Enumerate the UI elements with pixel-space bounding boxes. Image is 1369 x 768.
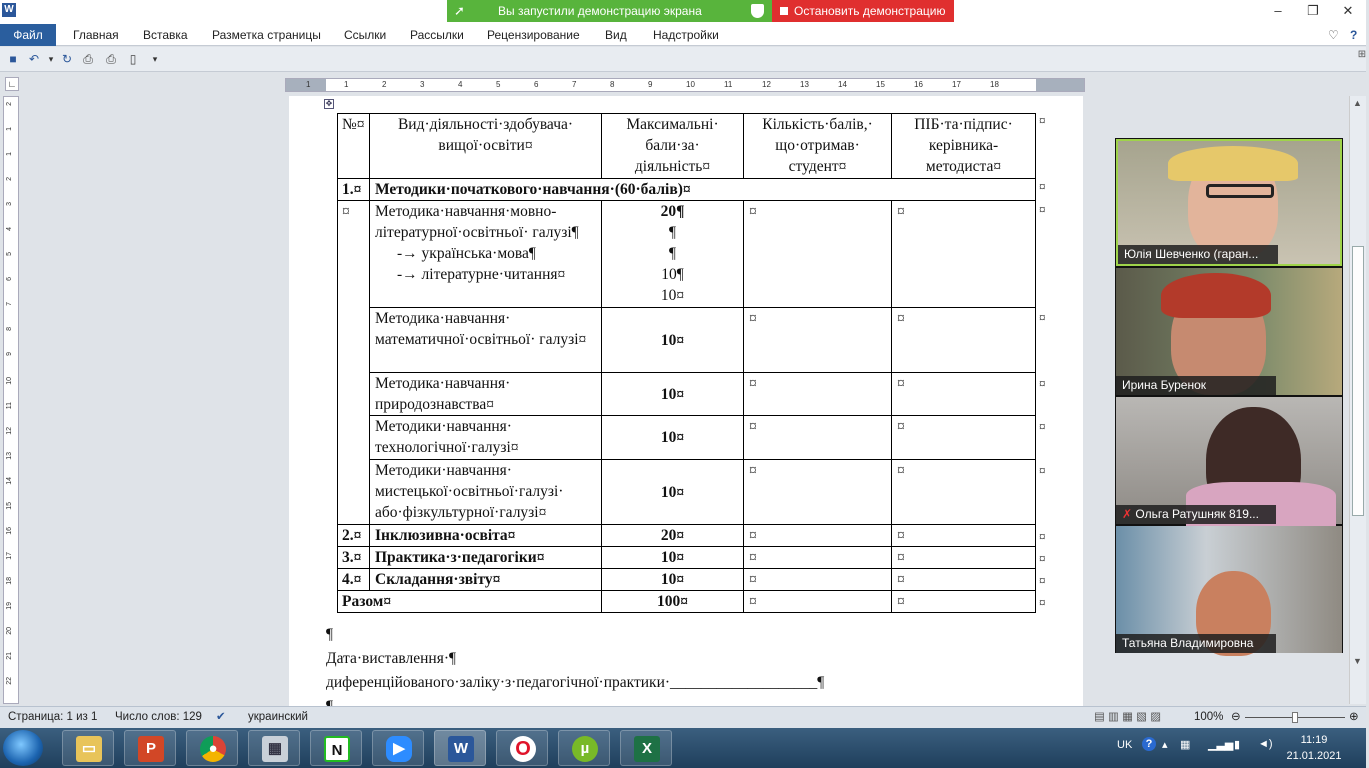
tab-insert[interactable]: Вставка [143,28,188,42]
row-end-mark: ¤ [1039,113,1046,128]
date-line-2: диференційованого·заліку·з·педагогічної·практики·___________________¶ [326,674,825,691]
sign-cell[interactable]: ¤ [892,591,1036,613]
language-status[interactable]: украинский [248,711,308,723]
received-cell[interactable]: ¤ [744,373,892,416]
ruler-number: 1 [306,80,311,89]
ruler-number: 18 [990,80,999,89]
row-end-mark: ¤ [1039,179,1046,194]
stop-icon [780,7,788,15]
row-points [602,201,744,308]
tray-expand-icon[interactable]: ▴ [1162,739,1168,751]
section3-title: Практика·з·педагогіки¤ [370,547,602,569]
row-activity-name: Методики·навчання· технологічної·галузі¤ [370,416,602,460]
ruler-number: 3 [6,202,13,206]
received-cell[interactable]: ¤ [744,569,892,591]
ruler-number: 2 [6,102,13,106]
screen-share-bar [447,0,954,22]
start-button[interactable] [3,730,43,766]
row-end-mark: ¤ [1039,376,1046,391]
signal-icon[interactable]: ▁▃▅ [1208,739,1234,751]
received-cell[interactable]: ¤ [744,591,892,613]
ruler-number: 17 [6,552,13,560]
row-activity-name [370,201,602,308]
tab-home[interactable]: Главная [73,28,119,42]
ruler-number: 6 [534,80,539,89]
sign-cell[interactable]: ¤ [892,201,1036,308]
minimize-button[interactable]: – [1274,3,1282,18]
ruler-number: 6 [6,277,13,281]
save-icon[interactable]: ■ [9,52,17,66]
ruler-number: 4 [6,227,13,231]
section-row [338,569,1036,591]
quick-access-toolbar [0,47,1366,72]
ruler-number: 15 [876,80,885,89]
tab-selector-icon[interactable]: ∟ [5,77,19,91]
header-max: Максимальні· бали·за· діяльність¤ [602,114,744,179]
taskbar-chrome[interactable] [186,730,238,766]
received-cell[interactable]: ¤ [744,201,892,308]
undo-icon[interactable]: ↶ [28,52,40,66]
zoom-slider-thumb[interactable] [1292,712,1298,723]
clock-time: 11:19 [1300,734,1328,746]
sign-cell[interactable]: ¤ [892,525,1036,547]
row-points: 10¤ [602,460,744,525]
status-bar [0,706,1366,728]
horizontal-ruler[interactable] [285,78,1085,92]
table-move-handle-icon[interactable]: ✥ [325,99,333,108]
word-count[interactable]: Число слов: 129 [115,711,202,723]
ruler-number: 20 [6,627,13,635]
tab-view[interactable]: Вид [605,28,627,42]
stop-share-label: Остановить демонстрацию [794,4,946,18]
sign-cell[interactable]: ¤ [892,547,1036,569]
sub2-name: -→ літературне·читання¤ [397,266,566,283]
ruler-number: 9 [6,352,13,356]
ruler-number: 1 [344,80,349,89]
ruler-number: 13 [800,80,809,89]
ruler-toggle-icon[interactable]: ⊞ [1357,49,1367,60]
tab-page-layout[interactable]: Разметка страницы [212,28,321,42]
calculator-icon: ▦ [262,736,288,762]
chrome-icon: ● [200,736,226,762]
section-row [338,179,1036,201]
taskbar-powerpoint[interactable] [124,730,176,766]
row-points: 10¤ [602,416,744,460]
row-end-mark: ¤ [1039,573,1046,588]
zoom-out-icon[interactable]: ⊖ [1231,711,1241,723]
help-icon[interactable]: ? [1350,28,1358,42]
received-cell[interactable]: ¤ [744,547,892,569]
page-count[interactable]: Страница: 1 из 1 [8,711,98,723]
sub2-points: 10¤ [660,287,685,304]
row-end-mark: ¤ [1039,463,1046,478]
participant-name: ✗ Ольга Ратушняк 819... [1116,505,1276,524]
ruler-number: 8 [610,80,615,89]
row-points: 10¤ [602,373,744,416]
zoom-slider[interactable] [1245,717,1345,718]
tab-review[interactable]: Рецензирование [487,28,580,42]
taskbar-excel[interactable] [620,730,672,766]
sub1-name: -→ українська·мова¶ [397,245,536,262]
row-end-mark: ¤ [1039,310,1046,325]
ruler-number: 7 [6,302,13,306]
print-preview-icon[interactable]: ⎙ [83,52,93,66]
ruler-number: 13 [6,452,13,460]
ruler-number: 1 [6,127,13,131]
ruler-number: 8 [6,327,13,331]
taskbar-word[interactable] [434,730,486,766]
zoom-icon: ▶ [386,736,412,762]
new-document-icon[interactable]: ▯ [129,52,137,66]
row1-name: Методика·навчання·мовно- літературної·освітньої· галузі¶ [375,203,579,241]
table-row [338,416,1036,460]
language-indicator[interactable]: UK [1117,739,1133,751]
network-icon[interactable]: ▦ [1180,739,1191,751]
powerpoint-icon: P [138,736,164,762]
participant-name: Татьяна Владимировна [1116,634,1276,653]
windows-taskbar [0,728,1366,768]
taskbar-explorer[interactable] [62,730,114,766]
total-label: Разом¤ [338,591,602,613]
volume-icon[interactable]: ◄) [1258,738,1273,750]
zoom-level[interactable]: 100% [1194,711,1224,723]
participant-tile[interactable] [1116,526,1342,653]
ruler-area [0,73,1366,95]
total-points: 100¤ [602,591,744,613]
taskbar-utorrent[interactable] [558,730,610,766]
section1-num: 1.¤ [338,179,370,201]
sign-cell[interactable]: ¤ [892,308,1036,373]
customize-toolbar-icon[interactable]: ▾ [152,54,158,64]
tab-mailings[interactable]: Рассылки [410,28,464,42]
ruler-number: 3 [420,80,425,89]
notepadpp-icon: N [324,736,350,762]
participant-name: Юлія Шевченко (гаран... [1118,245,1278,264]
row-points: 10¤ [602,308,744,373]
sign-cell[interactable]: ¤ [892,416,1036,460]
undo-dropdown-icon[interactable]: ▾ [48,54,54,64]
row-end-mark: ¤ [1039,419,1046,434]
section4-num: 4.¤ [338,569,370,591]
section2-num: 2.¤ [338,525,370,547]
shield-icon [751,4,764,18]
received-cell[interactable]: ¤ [744,525,892,547]
empty-paragraph: ¶ [326,626,334,643]
taskbar-calculator[interactable] [248,730,300,766]
ruler-number: 9 [648,80,653,89]
section-row [338,547,1036,569]
row1-points: 20¶ [660,203,685,220]
ruler-number: 18 [6,577,13,585]
word-icon: W [448,736,474,762]
table-row [338,308,1036,373]
ruler-number: 11 [6,402,13,410]
table-row [338,460,1036,525]
ruler-number: 17 [952,80,961,89]
scroll-thumb[interactable] [1352,246,1364,516]
document-page[interactable] [289,96,1083,706]
clock[interactable] [1282,732,1346,764]
ruler-number: 16 [914,80,923,89]
ruler-number: 4 [458,80,463,89]
ruler-number: 22 [6,677,13,685]
ruler-number: 2 [382,80,387,89]
scroll-up-icon[interactable]: ▲ [1353,98,1362,108]
utorrent-icon: µ [572,736,598,762]
share-arrow-icon: ➚ [454,3,465,18]
tab-references[interactable]: Ссылки [344,28,387,42]
row-end-mark: ¤ [1039,551,1046,566]
proofing-icon[interactable]: ✔ [216,711,226,723]
para-mark: ¶ [668,224,677,241]
taskbar-opera[interactable] [496,730,548,766]
ruler-number: 14 [6,477,13,485]
muted-mic-icon: ✗ [1122,507,1136,521]
header-activity: Вид·діяльності·здобувача· вищої·освіти¤ [370,114,602,179]
row-activity-name: Методика·навчання· природознавства¤ [370,373,602,416]
ruler-number: 16 [6,527,13,535]
stop-share-button[interactable] [772,0,954,22]
ruler-number: 10 [6,377,13,385]
taskbar-zoom[interactable] [372,730,424,766]
ribbon-collapse-icon[interactable]: ♡ [1328,28,1339,42]
print-icon[interactable]: ⎙ [106,52,116,66]
header-num: №¤ [338,114,370,179]
row-activity-name: Методики·навчання· мистецької·освітньої·галузі· або·фізкультурної·галузі¤ [370,460,602,525]
ruler-number: 5 [496,80,501,89]
folder-icon: ▭ [76,736,102,762]
word-app-icon: W [2,3,16,17]
view-buttons-icon[interactable]: ▤ ▥ ▦ ▧ ▨ [1094,711,1162,723]
ruler-number: 10 [686,80,695,89]
section4-title: Складання·звіту¤ [370,569,602,591]
battery-icon[interactable]: ▮ [1234,739,1241,751]
sub1-points: 10¶ [661,266,684,283]
section2-points: 20¤ [602,525,744,547]
vertical-scrollbar[interactable] [1349,96,1366,704]
header-sign: ПІБ·та·підпис· керівника- методиста¤ [892,114,1036,179]
row-activity-name: Методика·навчання· математичної·освітньої· галузі¤ [370,308,602,373]
table-row [338,201,1036,308]
section3-points: 10¤ [602,547,744,569]
vertical-ruler[interactable] [3,96,19,704]
grades-table [337,113,1036,613]
help-tray-icon[interactable]: ? [1142,737,1156,751]
participant-name: Ирина Буренок [1116,376,1276,395]
post-table-text [326,623,824,719]
section4-points: 10¤ [602,569,744,591]
received-cell[interactable]: ¤ [744,308,892,373]
table-header-row [338,114,1036,179]
ribbon-tabs [0,24,1366,46]
row-end-mark: ¤ [1039,595,1046,610]
zoom-in-icon[interactable]: ⊕ [1349,711,1359,723]
row-end-mark: ¤ [1039,202,1046,217]
section3-num: 3.¤ [338,547,370,569]
redo-icon[interactable]: ↻ [61,52,73,66]
ruler-number: 11 [724,80,733,89]
received-cell[interactable]: ¤ [744,460,892,525]
participant-tile[interactable] [1116,139,1342,266]
ruler-number: 19 [6,602,13,610]
ruler-number: 12 [762,80,771,89]
section2-title: Інклюзивна·освіта¤ [370,525,602,547]
header-received: Кількість·балів,· що·отримав· студент¤ [744,114,892,179]
sign-cell[interactable]: ¤ [892,569,1036,591]
opera-icon: O [510,736,536,762]
sign-cell[interactable]: ¤ [892,373,1036,416]
ruler-number: 12 [6,427,13,435]
row-end-mark: ¤ [1039,529,1046,544]
participant-tile[interactable] [1116,268,1342,395]
clock-date: 21.01.2021 [1286,750,1342,762]
restore-button[interactable]: ❐ [1307,3,1319,18]
participant-tile[interactable] [1116,397,1342,524]
section-row [338,525,1036,547]
taskbar-notepadpp[interactable] [310,730,362,766]
scroll-down-icon[interactable]: ▼ [1353,656,1362,666]
video-participants-panel [1115,138,1343,653]
tab-addins[interactable]: Надстройки [653,28,719,42]
sign-cell[interactable]: ¤ [892,460,1036,525]
table-row [338,373,1036,416]
ruler-right-margin [1036,79,1084,91]
section1-title: Методики·початкового·навчання·(60·балів)¤ [370,179,1036,201]
share-status [447,0,772,22]
ruler-number: 15 [6,502,13,510]
tab-file[interactable]: Файл [0,24,56,46]
excel-icon: X [634,736,660,762]
ruler-number: 5 [6,252,13,256]
date-line-1: Дата·виставлення·¶ [326,650,457,667]
ruler-number: 2 [6,177,13,181]
share-status-text: Вы запустили демонстрацию экрана [498,4,702,18]
empty-cell: ¤ [338,201,370,525]
ruler-number: 1 [6,152,13,156]
ruler-number: 7 [572,80,577,89]
total-row [338,591,1036,613]
ruler-number: 14 [838,80,847,89]
para-mark: ¶ [668,245,677,262]
close-button[interactable]: ✕ [1342,3,1354,18]
ruler-number: 21 [6,652,13,660]
received-cell[interactable]: ¤ [744,416,892,460]
